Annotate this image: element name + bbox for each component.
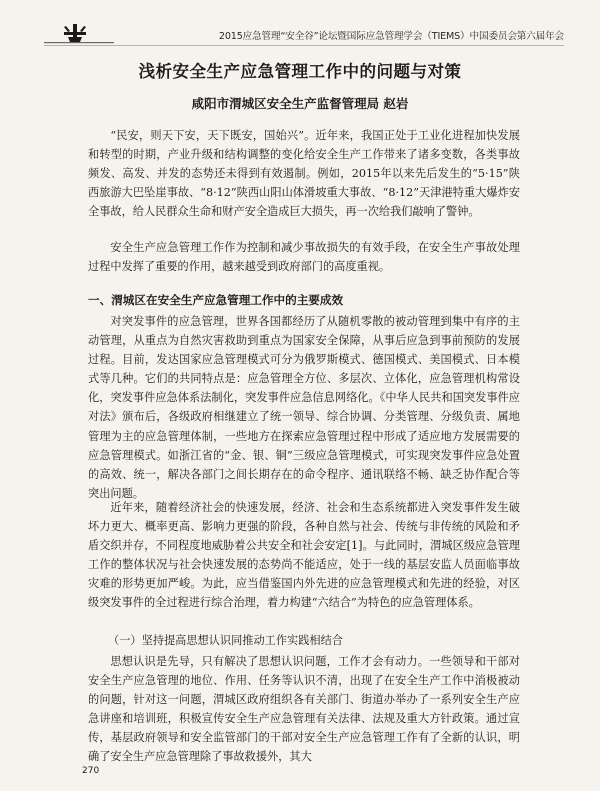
paragraph-weicheng-situation: 近年来，随着经济社会的快速发展，经济、社会和生态系统都进入突发事件发生破坏力更大、概率更高、影响力更强的阶段，各种自然与社会、传统与非传统的风险和矛盾交织并存，不同程度地威胁着公共安全和社会安定[1]。与此同时，渭城区级应急管理工作的整体状况与社会快速发展的态势尚不能适应，处于一线的基层安监人员面临事故灾难的形势更加严峻。为此，应当借鉴国内外先进的应急管理模式和先进的经验，对区级突发事件的全过程进行综合治理，着力构建“六结合”为特色的应急管理体系。 [88,501,520,610]
conference-logo [44,22,114,44]
logo-icon [44,22,114,44]
author-affiliation: 咸阳市渭城区安全生产监督管理局 赵岩 [191,96,409,111]
subsection-heading-1: （一）坚持提高思想认识同推动工作实践相结合 [108,634,343,647]
section-heading-1: 一、渭城区在安全生产应急管理工作中的主要成效 [88,293,344,307]
page-number: 270 [82,766,100,776]
article-title: 浅析安全生产应急管理工作中的问题与对策 [138,62,462,81]
header-divider [44,45,564,46]
running-header [44,22,564,44]
running-header-text: 2015应急管理“安全谷”论坛暨国际应急管理学会（TIEMS）中国委员会第六届年会 [218,31,564,42]
paragraph-awareness: 思想认识是先导，只有解决了思想认识问题，工作才会有动力。一些领导和干部对安全生产应急管理的地位、作用、任务等认识不清，出现了在安全生产工作中消极被动的问题，针对这一问题，渭城区政府组织各有关部门、街道办举办了一系列安全生产应急讲座和培训班，积极宣传安全生产应急管理有关法律、法规及重大方针政策。通过宣传，基层政府领导和安全监管部门的干部对安全生产应急管理工作有了全新的认识，明确了安全生产应急管理除了事故救援外，其大 [88,655,520,764]
paragraph-intro: “民安，则天下安，天下既安，国始兴”。近年来，我国正处于工业化进程加快发展和转型的时期，产业升级和结构调整的变化给安全生产工作带来了诸多变数，各类事故频发、高发、并发的态势还未得到有效遏制。例如，2015年以来先后发生的“5·15”陕西旅游大巴坠崖事故、“8·12”陕西山阳山体滑坡重大事故、“8·12”天津港特重大爆炸安全事故，给人民群众生命和财产安全造成巨大损失，再一次给我们敲响了警钟。 [88,129,520,219]
paragraph-global-models: 对突发事件的应急管理，世界各国都经历了从随机零散的被动管理到集中有序的主动管理，从重点为自然灾害救助到重点为国家安全保障，从事后应急到事前预防的发展过程。目前，发达国家应急管理模式可分为俄罗斯模式、德国模式、美国模式、日本模式等几种。它们的共同特点是：应急管理全方位、多层次、立体化，应急管理机构常设化，突发事件应急体系法制化，突发事件应急信息网络化。《中华人民共和国突发事件应对法》颁布后，各级政府相继建立了统一领导、综合协调、分类管理、分级负责、属地管理为主的应急管理体制，一些地方在探索应急管理过程中形成了适应地方发展需要的应急管理模式。如浙江省的“金、银、铜”三级应急管理模式，可实现突发事件应急处置的高效、统一，解决各部门之间长期存在的命令程序、通讯联络不畅、缺乏协作配合等突出问题。 [88,315,520,500]
paragraph-significance: 安全生产应急管理工作作为控制和减少事故损失的有效手段，在安全生产事故处理过程中发挥了重要的作用，越来越受到政府部门的高度重视。 [88,241,520,274]
